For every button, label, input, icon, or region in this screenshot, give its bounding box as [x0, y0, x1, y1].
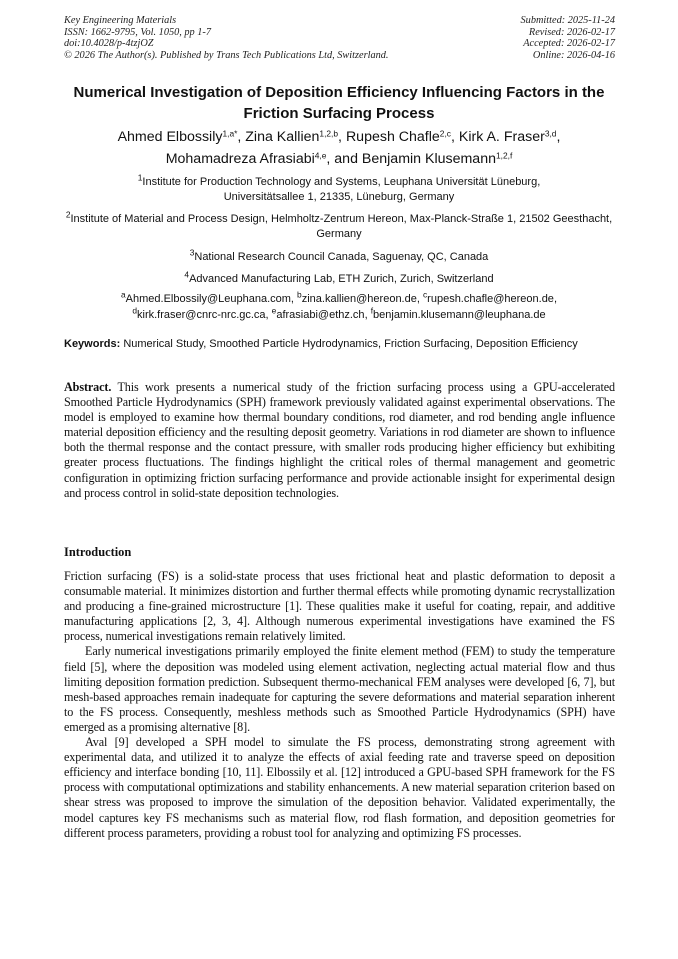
affiliation-text: National Research Council Canada, Saguenay, QC, Canada — [194, 251, 489, 263]
author-name: Kirk A. Fraser — [458, 129, 545, 145]
dates-header — [425, 15, 615, 61]
affiliation-4 — [56, 269, 622, 287]
copyright-line: © 2026 The Author(s). Published by Trans Tech Publications Ltd, Switzerland. — [64, 49, 389, 61]
author-separator: , — [338, 129, 346, 145]
author-list — [50, 126, 628, 170]
author-affiliation-mark: 1,2,b — [319, 128, 339, 139]
abstract-block — [64, 380, 615, 501]
section-heading-introduction: Introduction — [64, 545, 132, 559]
affiliation-2 — [60, 209, 618, 242]
author — [245, 129, 338, 145]
abstract-text: This work presents a numerical study of the friction surfacing process using a GPU-accelerated Smoothed Particle Hydrodynamics (SPH) framework previously validated against experimental observations. The model is employed to examine how thermal boundary conditions, rod diameter, and rod bending angle influence material deposition efficiency and the resulting deposit geometry. Variations in rod diameter are shown to influence both the thermal response and the contact pressure, with smaller rods producing higher efficiency but exhibiting greater process fluctuations. The findings highlight the critical roles of thermal management and geometric configuration in optimizing friction surfacing performance and provide actionable insight for experimental design and process control in solid-state deposition technologies. — [64, 380, 615, 500]
affiliation-text: Advanced Manufacturing Lab, ETH Zurich, Zurich, Switzerland — [189, 273, 494, 285]
affiliation-1 — [100, 172, 578, 205]
journal-name: Key Engineering Materials — [64, 15, 177, 26]
submitted-date: Submitted: 2025-11-24 — [520, 15, 615, 26]
affiliation-mark: 3 — [189, 247, 195, 258]
email-address[interactable]: Ahmed.Elbossily@Leuphana.com — [125, 293, 291, 305]
author — [459, 129, 557, 145]
email-mark: a — [120, 289, 126, 300]
revised-date: Revised: 2026-02-17 — [528, 26, 615, 38]
email-address[interactable]: kirk.fraser@cnrc-nrc.gc.ca — [137, 308, 266, 321]
body-paragraph: Early numerical investigations primarily employed the finite element method (FEM) to study the temperature field [5], where the deposition was modeled using element activation, neglecting actual material flow and thus limiting deposition formation prediction. Subsequent thermo-mechanical FEM analyses were developed [6, 7], but mesh-based approaches remain inadequate for capturing the severe deformations and material separation inherent to the FS process. Consequently, meshless methods such as Smoothed Particle Hydrodynamics (SPH) have emerged as a promising alternative [8]. — [64, 644, 615, 734]
online-date: Online: 2026-04-16 — [532, 49, 615, 61]
doi-line[interactable]: doi:10.4028/p-4tzjOZ — [64, 38, 154, 50]
body-paragraph: Friction surfacing (FS) is a solid-state process that uses frictional heat and plastic deformation to deposit a consumable material. It minimizes distortion and further thermal effects while promoting dynamic recrystallization and producing a fine-grained microstructure [1]. These qualities make it useful for coating, repair, and additive manufacturing applications [2, 3, 4]. Although numerous experimental investigations have examined the FS process, numerical investigations remain relatively limited. — [64, 569, 615, 644]
affiliation-3 — [56, 247, 622, 265]
email-address[interactable]: zina.kallien@hereon.de — [301, 293, 417, 305]
author-affiliation-mark: 3,d — [544, 128, 557, 139]
paper-title: Numerical Investigation of Deposition Efficiency Influencing Factors in the Friction Surfacing Process — [73, 84, 605, 122]
author-affiliation-mark: 1,2,f — [495, 150, 513, 161]
author-affiliation-mark: 4,e — [314, 150, 327, 161]
author-separator: , and — [326, 151, 362, 167]
keywords-text: Numerical Study, Smoothed Particle Hydrodynamics, Friction Surfacing, Deposition Efficiency — [123, 338, 578, 350]
affiliation-text: Institute of Material and Process Design, Helmholtz-Zentrum Hereon, Max-Planck-Straße 1, 21502 Geesthacht, Germany — [70, 213, 613, 240]
email-mark: b — [297, 289, 302, 300]
author — [118, 129, 238, 145]
author-affiliation-mark: 1,a* — [222, 128, 238, 139]
issn-line: ISSN: 1662-9795, Vol. 1050, pp 1-7 — [64, 26, 212, 38]
accepted-date: Accepted: 2026-02-17 — [523, 38, 615, 50]
author-affiliation-mark: 2,c — [439, 128, 451, 139]
author-name: Rupesh Chafle — [345, 129, 440, 145]
affiliation-mark: 1 — [137, 172, 143, 183]
author-separator: , — [237, 129, 246, 145]
author-name: Benjamin Klusemann — [361, 151, 496, 167]
keywords-block — [64, 337, 615, 352]
author-name: Zina Kallien — [245, 129, 320, 145]
abstract-label: Abstract. — [64, 380, 112, 394]
affiliation-mark: 4 — [184, 269, 190, 280]
author-name: Mohamadreza Afrasiabi — [165, 151, 315, 167]
author — [166, 151, 327, 167]
email-list: $^a$Ahmed.Elbossily@Leuphana.com, $^b$zina.kallien@hereon.de, $^c$rupesh.chafle@hereon.de, $^d$kirk.fraser@cnrc-nrc.gc.ca, $^e$afrasiabi@ethz.ch, $^f$benjamin.klusemann@leuphana.de — [120, 289, 557, 321]
author-separator: , — [450, 129, 459, 145]
author-separator: , — [556, 129, 561, 145]
email-mark: c — [422, 289, 428, 300]
email-address[interactable]: rupesh.chafle@hereon.de — [427, 293, 554, 305]
body-paragraph: Aval [9] developed a SPH model to simulate the FS process, demonstrating strong agreement with experimental data, and utilized it to analyze the effects of axial feeding rate and traverse speed on deposition efficiency and interface bonding [10, 11]. Elbossily et al. [12] introduced a GPU-based SPH framework for the FS process with computational optimizations and stability enhancements. A new material separation criterion based on shear stress was proposed to improve the simulation of the deposition behavior. Validated experimentally, the model captures key FS mechanisms such as material flow, rod flash formation, and deposition geometries for different process parameters, providing a robust tool for analyzing and optimizing FS processes. — [64, 735, 615, 840]
author — [346, 129, 451, 145]
keywords-label: Keywords: — [64, 338, 121, 350]
author — [362, 151, 512, 167]
email-address[interactable]: benjamin.klusemann@leuphana.de — [373, 308, 546, 321]
affiliation-text: Institute for Production Technology and Systems, Leuphana Universität Lüneburg, Universitätsallee 1, 21335, Lüneburg, Germany — [142, 176, 541, 203]
email-address[interactable]: afrasiabi@ethz.ch — [276, 308, 365, 321]
affiliation-mark: 2 — [65, 209, 71, 220]
email-mark: f — [370, 304, 374, 315]
introduction-body — [64, 569, 615, 841]
email-mark: e — [271, 304, 277, 315]
email-mark: d — [132, 304, 138, 315]
journal-header — [64, 15, 444, 61]
author-name: Ahmed Elbossily — [117, 129, 223, 145]
